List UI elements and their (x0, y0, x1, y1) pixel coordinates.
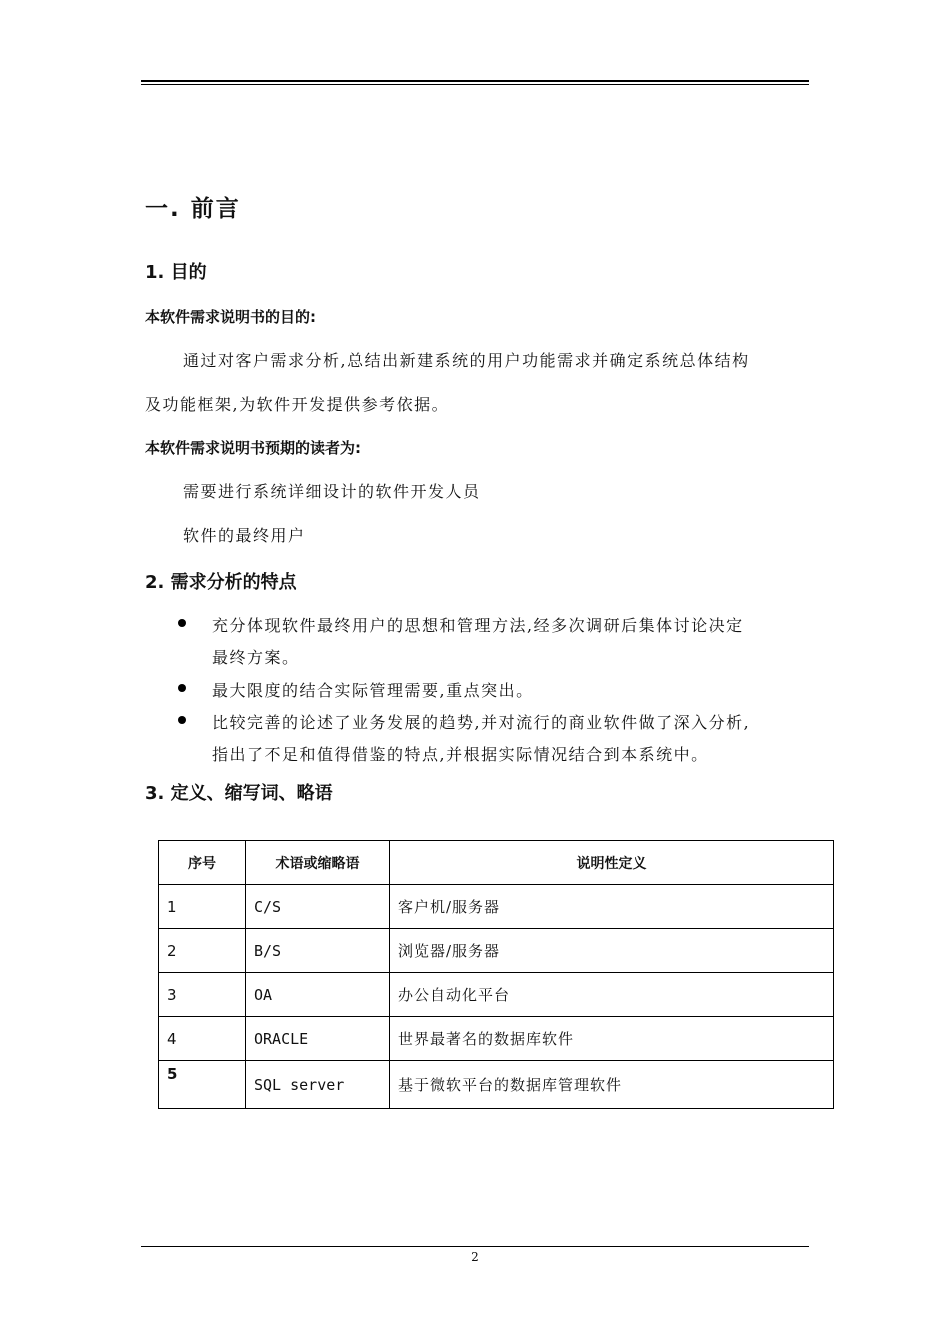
section-title-purpose: 1. 目的 (145, 262, 207, 283)
col-header-term: 术语或缩略语 (246, 841, 390, 885)
reader-item: 软件的最终用户 (183, 526, 306, 545)
row-definition: 客户机/服务器 (390, 885, 834, 929)
row-definition: 基于微软平台的数据库管理软件 (390, 1061, 834, 1109)
feature-item-line: 最终方案。 (212, 648, 300, 667)
row-term: C/S (246, 885, 390, 929)
section-title-features: 2. 需求分析的特点 (145, 572, 297, 593)
purpose-text-line1: 通过对客户需求分析,总结出新建系统的用户功能需求并确定系统总体结构 (183, 351, 750, 370)
header-rule-thin (141, 84, 809, 85)
purpose-text-line2: 及功能框架,为软件开发提供参考依据。 (145, 395, 450, 414)
row-term: B/S (246, 929, 390, 973)
table-row (159, 973, 834, 1017)
purpose-label: 本软件需求说明书的目的: (145, 308, 316, 326)
row-definition: 浏览器/服务器 (390, 929, 834, 973)
feature-item-line: 最大限度的结合实际管理需要,重点突出。 (212, 681, 534, 700)
feature-item-line: 充分体现软件最终用户的思想和管理方法,经多次调研后集体讨论决定 (212, 616, 744, 635)
col-header-definition: 说明性定义 (390, 841, 834, 885)
row-term: SQL server (246, 1061, 390, 1109)
footer-rule (141, 1246, 809, 1247)
table-row (159, 1061, 834, 1109)
row-term: ORACLE (246, 1017, 390, 1061)
table-row (159, 929, 834, 973)
table-header-row (159, 841, 834, 885)
row-id: 4 (159, 1017, 246, 1061)
row-definition: 世界最著名的数据库软件 (390, 1017, 834, 1061)
definitions-table (158, 840, 834, 1109)
bullet-dot (178, 619, 186, 627)
row-term: OA (246, 973, 390, 1017)
bullet-dot (178, 716, 186, 724)
readers-label: 本软件需求说明书预期的读者为: (145, 439, 362, 457)
row-id: 1 (159, 885, 246, 929)
bullet-dot (178, 684, 186, 692)
feature-item-line: 指出了不足和值得借鉴的特点,并根据实际情况结合到本系统中。 (212, 745, 709, 764)
section-title-definitions: 3. 定义、缩写词、略语 (145, 783, 333, 804)
table-row (159, 1017, 834, 1061)
row-id: 2 (159, 929, 246, 973)
row-definition: 办公自动化平台 (390, 973, 834, 1017)
col-header-id: 序号 (159, 841, 246, 885)
page-number: 2 (471, 1250, 479, 1264)
header-rule-thick (141, 80, 809, 82)
table-row (159, 885, 834, 929)
row-id: 3 (159, 973, 246, 1017)
chapter-heading: 一. 前言 (145, 196, 241, 222)
feature-item-line: 比较完善的论述了业务发展的趋势,并对流行的商业软件做了深入分析, (212, 713, 751, 732)
row-id: 5 (159, 1061, 246, 1109)
reader-item: 需要进行系统详细设计的软件开发人员 (183, 482, 481, 501)
